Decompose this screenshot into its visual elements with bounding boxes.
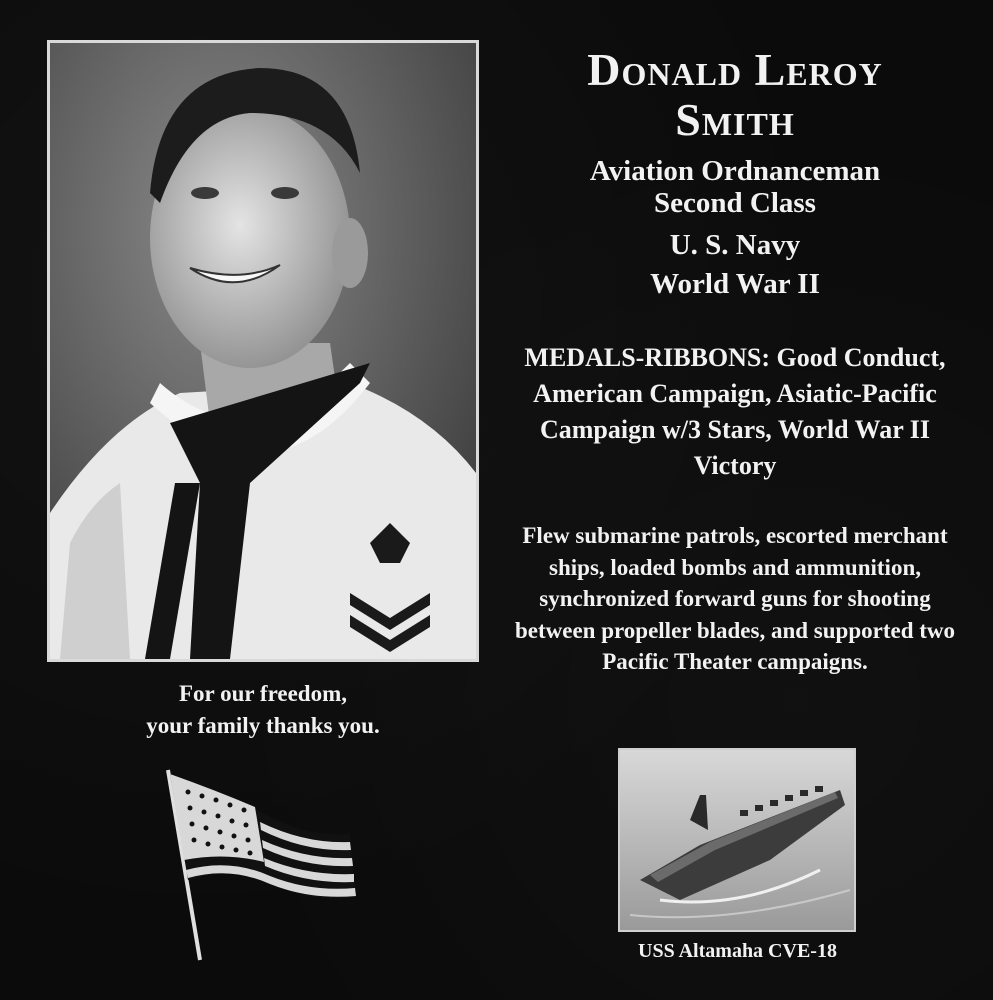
family-message-line-2: your family thanks you. xyxy=(146,713,380,738)
service-description: Flew submarine patrols, escorted merchant ships, loaded bombs and ammunition, synchronized forward guns for shooting between propeller blades, and supported two Pacific Theater campaigns. xyxy=(514,523,956,674)
portrait-image xyxy=(50,43,476,659)
war-served: World War II xyxy=(650,268,820,300)
veteran-name xyxy=(495,45,975,145)
medals-ribbons: MEDALS-RIBBONS: Good Conduct, American Campaign, Asiatic-Pacific Campaign w/3 Stars, World War II Victory xyxy=(524,343,946,480)
service-branch: U. S. Navy xyxy=(669,229,801,261)
aircraft-carrier-photo xyxy=(618,748,856,932)
family-message xyxy=(47,678,479,742)
ship-image xyxy=(620,750,854,930)
portrait-photo xyxy=(47,40,479,662)
family-message-line-1: For our freedom, xyxy=(179,681,347,706)
american-flag-icon xyxy=(160,762,370,962)
name-line-1: Donald Leroy xyxy=(587,44,883,95)
name-line-2: Smith xyxy=(675,94,795,145)
rank-title: Aviation Ordnanceman Second Class xyxy=(589,155,881,219)
ship-caption: USS Altamaha CVE-18 xyxy=(638,940,837,962)
